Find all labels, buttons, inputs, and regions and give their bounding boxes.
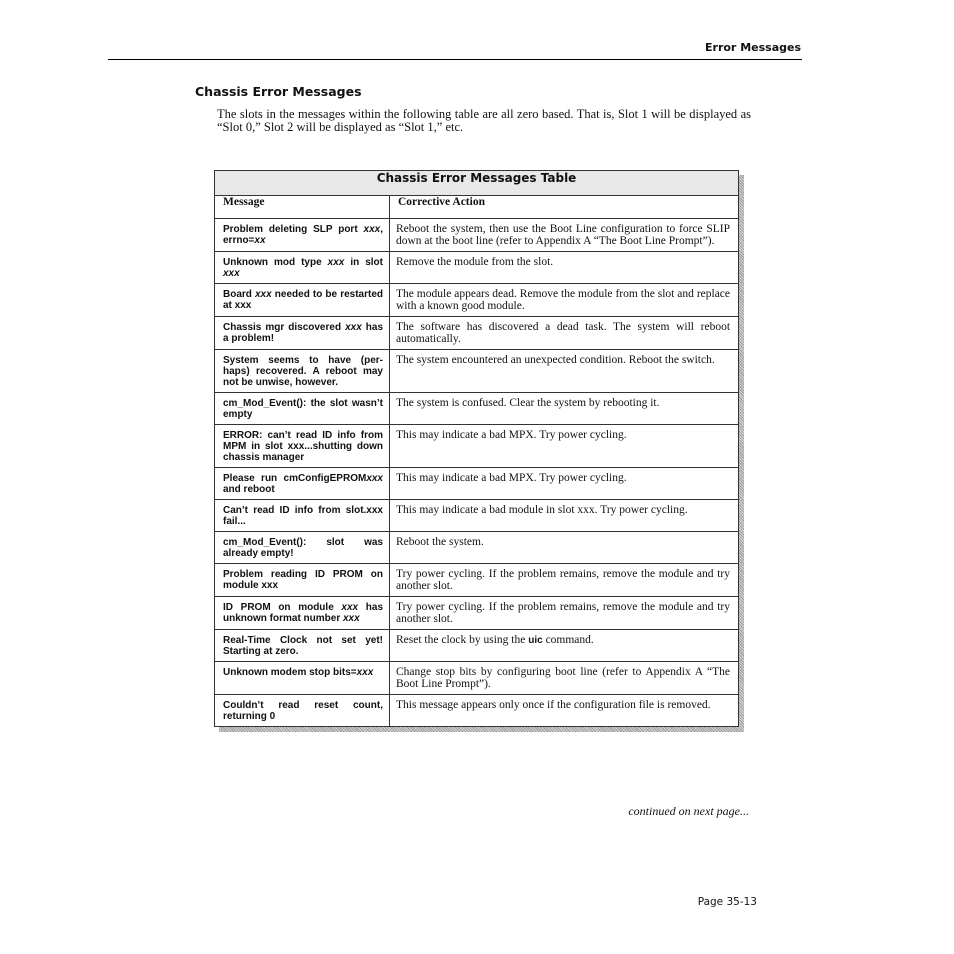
error-message-cell: System seems to have (per- haps) recovered. A reboot may not be unwise, however. xyxy=(215,350,390,393)
column-header-message: Message xyxy=(215,196,390,219)
error-message-cell: Can’t read ID info from slot.xxx fail... xyxy=(215,500,390,532)
table-row xyxy=(215,252,739,284)
corrective-action-cell: This may indicate a bad MPX. Try power cycling. xyxy=(390,468,739,500)
continued-note: continued on next page... xyxy=(628,804,749,818)
table-row xyxy=(215,532,739,564)
corrective-action-cell: The system is confused. Clear the system by rebooting it. xyxy=(390,393,739,425)
chassis-error-table xyxy=(214,170,739,727)
corrective-action-cell: Reset the clock by using the uic command. xyxy=(390,630,739,662)
corrective-action-cell: Change stop bits by configuring boot line (refer to Appendix A “The Boot Line Prompt”). xyxy=(390,662,739,695)
error-message-cell: cm_Mod_Event(): the slot wasn’t empty xyxy=(215,393,390,425)
corrective-action-cell: This may indicate a bad module in slot xxx. Try power cycling. xyxy=(390,500,739,532)
header-rule xyxy=(108,59,802,60)
column-header-corrective-action: Corrective Action xyxy=(390,196,739,219)
table-row xyxy=(215,564,739,597)
table-row xyxy=(215,425,739,468)
table-row xyxy=(215,284,739,317)
table-row xyxy=(215,350,739,393)
error-message-cell: Couldn’t read reset count, returning 0 xyxy=(215,695,390,727)
table-caption: Chassis Error Messages Table xyxy=(215,171,739,196)
table-row xyxy=(215,662,739,695)
corrective-action-cell: Reboot the system. xyxy=(390,532,739,564)
error-message-cell: Problem reading ID PROM on module xxx xyxy=(215,564,390,597)
table-row xyxy=(215,597,739,630)
table-row xyxy=(215,219,739,252)
corrective-action-cell: This message appears only once if the configuration file is removed. xyxy=(390,695,739,727)
error-message-cell: Please run cmConfigEPROMxxx and reboot xyxy=(215,468,390,500)
corrective-action-cell: Try power cycling. If the problem remains, remove the module and try another slot. xyxy=(390,564,739,597)
error-message-cell: Problem deleting SLP port xxx, errno=xx xyxy=(215,219,390,252)
corrective-action-cell: Remove the module from the slot. xyxy=(390,252,739,284)
table-row xyxy=(215,695,739,727)
running-header: Error Messages xyxy=(705,41,801,54)
table-row xyxy=(215,630,739,662)
corrective-action-cell: The system encountered an unexpected condition. Reboot the switch. xyxy=(390,350,739,393)
table-row xyxy=(215,500,739,532)
error-message-cell: Unknown modem stop bits=xxx xyxy=(215,662,390,695)
table-row xyxy=(215,393,739,425)
error-message-cell: Board xxx needed to be restarted at xxx xyxy=(215,284,390,317)
error-message-cell: ERROR: can’t read ID info from MPM in slot xxx...shutting down chassis manager xyxy=(215,425,390,468)
error-message-cell: Chassis mgr discovered xxx has a problem! xyxy=(215,317,390,350)
error-message-cell: Real-Time Clock not set yet! Starting at zero. xyxy=(215,630,390,662)
error-message-cell: cm_Mod_Event(): slot was already empty! xyxy=(215,532,390,564)
error-message-cell: Unknown mod type xxx in slot xxx xyxy=(215,252,390,284)
error-message-cell: ID PROM on module xxx has unknown format number xxx xyxy=(215,597,390,630)
table-row xyxy=(215,468,739,500)
table-row xyxy=(215,317,739,350)
page-number: Page 35-13 xyxy=(697,896,757,908)
corrective-action-cell: The module appears dead. Remove the module from the slot and replace with a known good module. xyxy=(390,284,739,317)
corrective-action-cell: This may indicate a bad MPX. Try power cycling. xyxy=(390,425,739,468)
corrective-action-cell: The software has discovered a dead task. The system will reboot automatically. xyxy=(390,317,739,350)
table-body xyxy=(215,219,739,727)
corrective-action-cell: Try power cycling. If the problem remains, remove the module and try another slot. xyxy=(390,597,739,630)
intro-paragraph: The slots in the messages within the following table are all zero based. That is, Slot 1 will be displayed as “Slot 0,” Slot 2 will be displayed as “Slot 1,” etc. xyxy=(217,107,751,134)
section-title: Chassis Error Messages xyxy=(195,84,362,99)
corrective-action-cell: Reboot the system, then use the Boot Line configuration to force SLIP down at the boot line (refer to Appendix A “The Boot Line Prompt”). xyxy=(390,219,739,252)
